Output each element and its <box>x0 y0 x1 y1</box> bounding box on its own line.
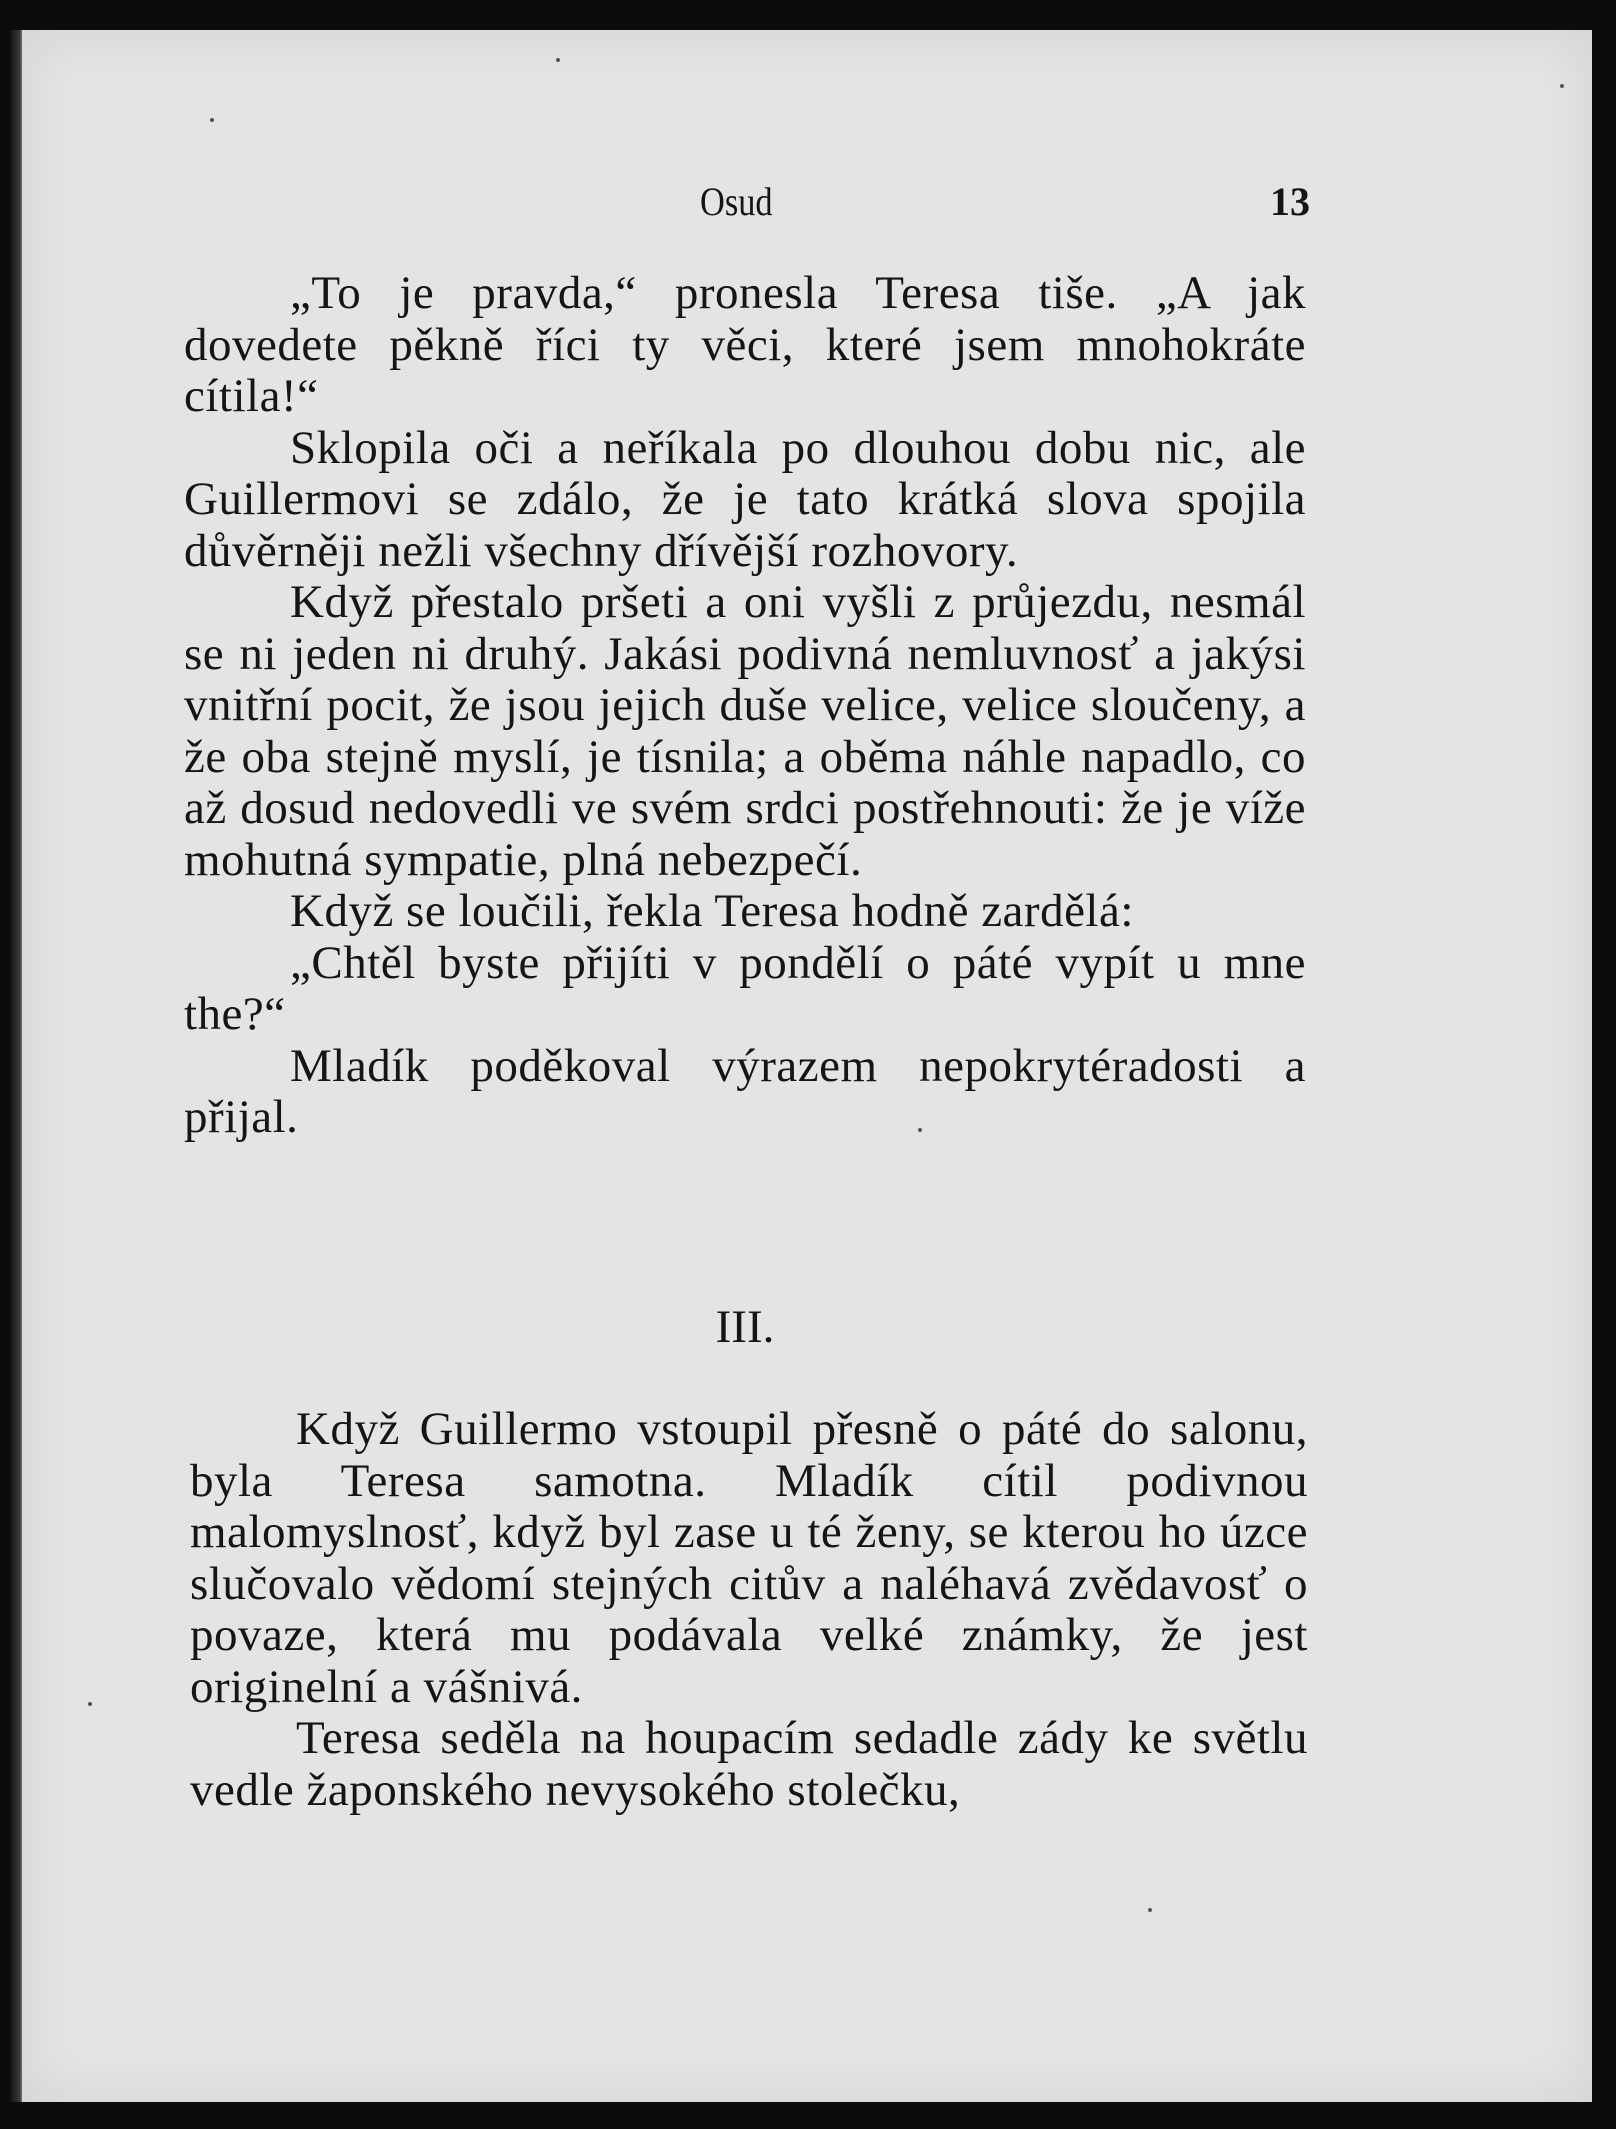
page-header <box>170 178 1310 228</box>
print-speck <box>918 1128 922 1132</box>
body-text <box>184 268 1306 1144</box>
paragraph: Sklopila oči a neříkala po dlouhou dobu nic, ale Guillermovi se zdálo, že je tato krátká slova spojila důvěrněji nežli všechny dřívější rozhovory. <box>184 421 1306 577</box>
page-number: 13 <box>1270 179 1310 224</box>
paragraph: Když přestalo pršeti a oni vyšli z průjezdu, nesmál se ni jeden ni druhý. Jakási podivná nemluvnosť a jakýsi vnitřní pocit, že jsou jejich duše velice, velice sloučeny, a že oba stejně myslí, je tísnila; a oběma náhle napadlo, co až dosud nedovedli ve svém srdci postřehnouti: že je víže mohutná sympatie, plná nebezpečí. <box>184 576 1306 886</box>
print-speck <box>88 1702 92 1706</box>
paragraph: Teresa seděla na houpacím sedadle zády ke světlu vedle žaponského nevysokého stolečku, <box>190 1712 1308 1816</box>
print-speck <box>1560 84 1564 88</box>
chapter-body-text <box>190 1404 1308 1816</box>
print-speck <box>556 58 560 62</box>
paragraph: „To je pravda,“ pronesla Teresa tiše. „A jak dovedete pěkně říci ty věci, které jsem mnohokráte cítila!“ <box>184 267 1306 422</box>
paragraph: Mladík poděkoval výrazem nepokrytéradosti a přijal. <box>184 1039 1306 1143</box>
paragraph: „Chtěl byste přijíti v pondělí o páté vypít u mne the?“ <box>184 936 1306 1040</box>
chapter-heading: III. <box>715 1301 775 1353</box>
print-speck <box>210 118 214 122</box>
running-title: Osud <box>700 179 773 224</box>
paragraph: Když se loučili, řekla Teresa hodně zardělá: <box>290 885 1134 937</box>
paragraph: Když Guillermo vstoupil přesně o páté do salonu, byla Teresa samotna. Mladík cítil podivnou malomyslnosť, když byl zase u té ženy, se kterou ho úzce slučovalo vědomí stejných citův a naléhavá zvědavosť o povaze, která mu podávala velké známky, že jest originelní a vášnivá. <box>190 1403 1308 1713</box>
print-speck <box>1148 1908 1152 1912</box>
